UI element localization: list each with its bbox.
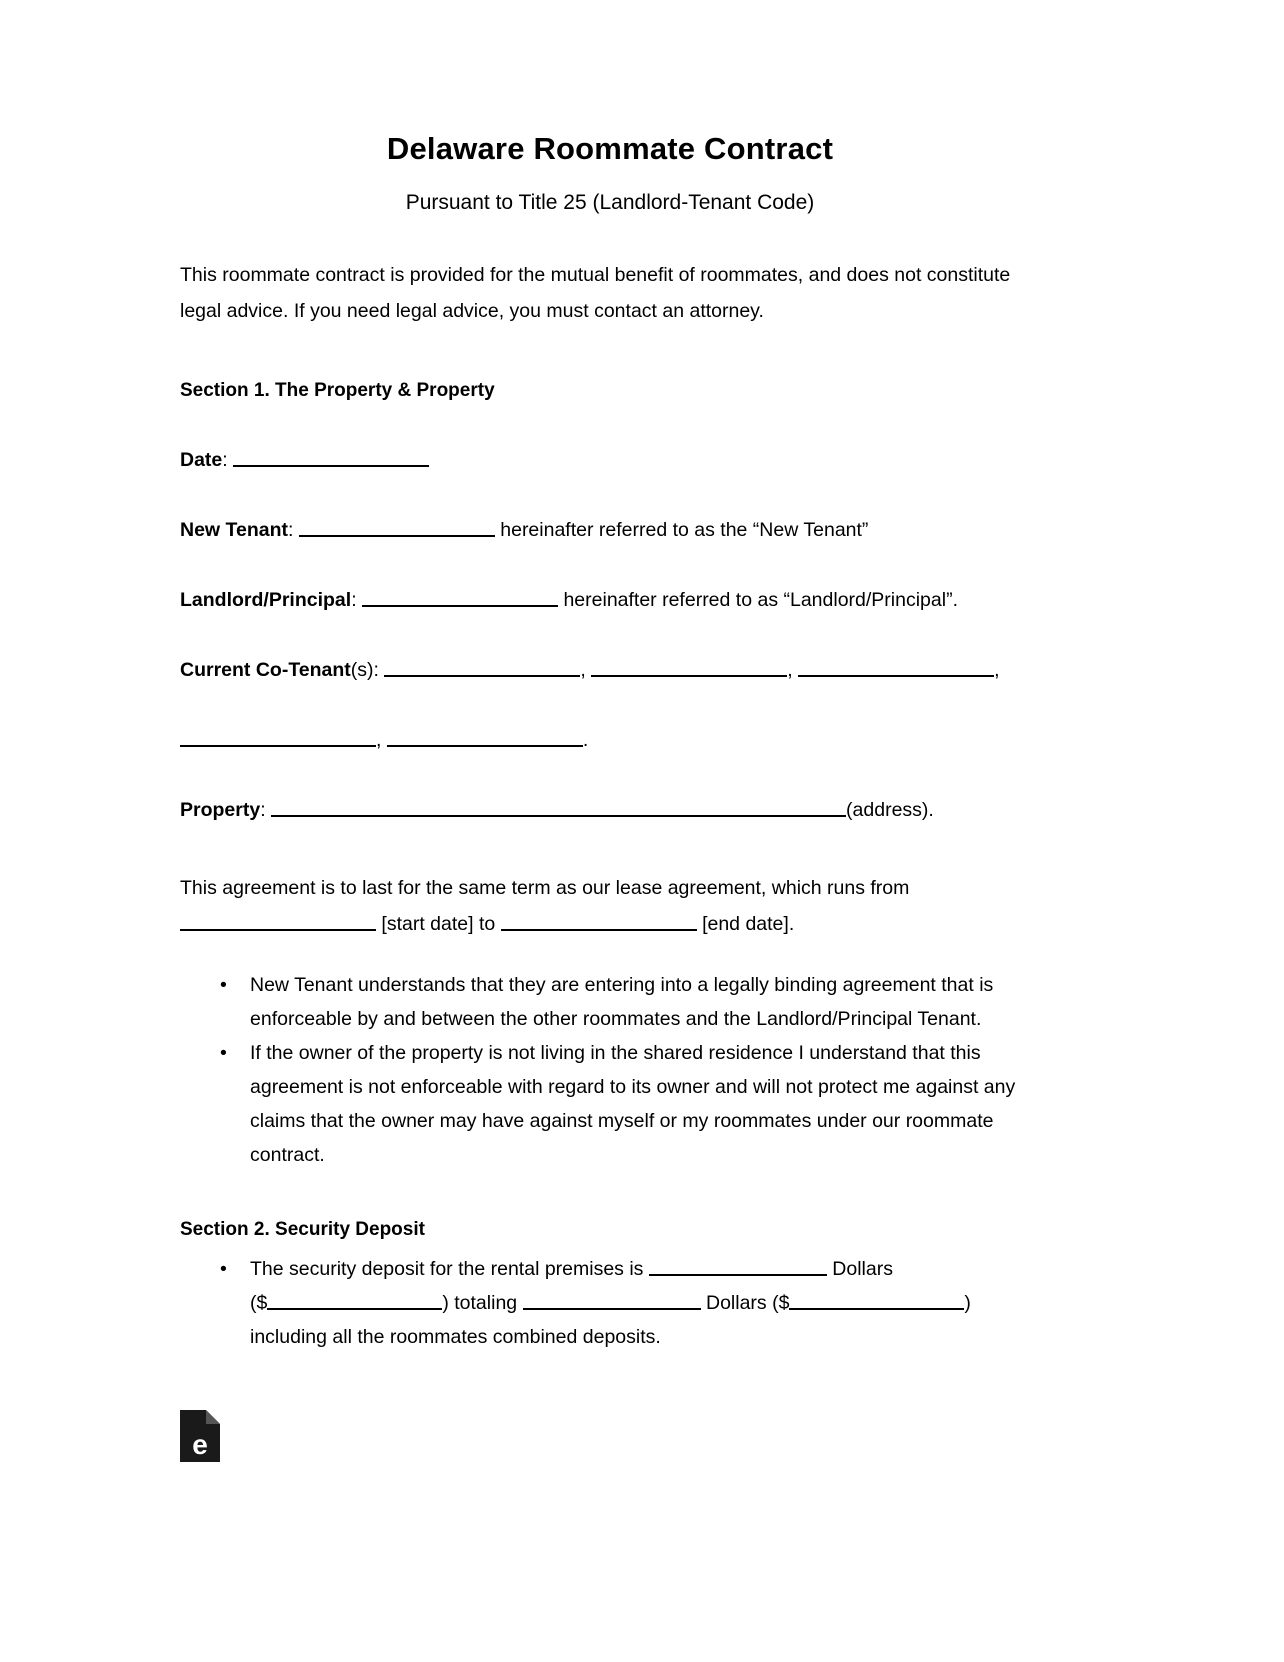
cotenant-sep-3: , [994,659,1000,682]
security-deposit-total-numeric-blank[interactable] [789,1291,964,1310]
list-item [180,968,1040,1036]
date-colon: : [222,449,228,472]
page-title: Delaware Roommate Contract [386,131,834,166]
new-tenant-suffix: hereinafter referred to as the “New Tenant” [500,519,869,542]
landlord-suffix: hereinafter referred to as “Landlord/Principal”. [563,589,958,612]
end-date-tag: [end date]. [702,913,795,936]
cotenant-blank-1[interactable] [384,658,580,677]
section-1-heading: Section 1. The Property & Property [180,380,495,402]
landlord-blank[interactable] [362,588,558,607]
list-item-text: If the owner of the property is not living in the shared residence I understand that this agreement is not enforceable with regard to its owner and will not protect me against any claims that the owner may have against myself or my roommates under our roommate contract. [250,1042,1016,1167]
property-field-row [180,794,1040,826]
section-2-bullet-list [180,1252,1040,1354]
cotenant-blank-4[interactable] [180,728,376,747]
cotenant-end: . [582,729,589,752]
security-deposit-dollars-2: Dollars ($ [705,1292,790,1315]
new-tenant-field-row [180,514,1040,546]
date-field-row [180,444,1040,476]
list-item-text: New Tenant understands that they are entering into a legally binding agreement that is enforceable by and between the other roommates and the Landlord/Principal Tenant. [250,974,994,1031]
security-deposit-close-paren-1: ) totaling [442,1292,518,1315]
cotenant-field-row-2 [180,724,1040,756]
cotenant-sep-2: , [787,659,793,682]
bullet-icon: • [220,974,227,997]
cotenant-label: Current Co-Tenant [180,659,351,682]
svg-text:e: e [192,1429,208,1460]
landlord-field-row [180,584,1040,616]
eforms-logo-icon [178,1408,222,1464]
property-suffix: (address). [846,799,934,822]
landlord-colon: : [351,589,357,612]
lease-term-text: This agreement is to last for the same term as our lease agreement, which runs from [180,877,910,900]
new-tenant-blank[interactable] [299,518,495,537]
cotenant-label-suffix: (s): [350,659,379,682]
security-deposit-amount-numeric-blank[interactable] [267,1291,442,1310]
security-deposit-text-last: including all the roommates combined deposits. [250,1326,661,1349]
new-tenant-label: New Tenant [180,519,288,542]
cotenant-blank-2[interactable] [591,658,787,677]
section-2-heading: Section 2. Security Deposit [180,1219,425,1241]
security-deposit-amount-words-blank[interactable] [649,1257,827,1276]
date-blank[interactable] [233,448,429,467]
page-subtitle: Pursuant to Title 25 (Landlord-Tenant Code) [405,191,815,215]
lease-term-paragraph [180,870,1040,942]
cotenant-sep-4: , [376,729,382,752]
property-label: Property [180,799,261,822]
security-deposit-dollars-1: Dollars [832,1258,893,1281]
bullet-icon: • [220,1258,227,1281]
start-date-blank[interactable] [180,912,376,931]
new-tenant-colon: : [287,519,294,542]
end-date-blank[interactable] [501,912,697,931]
security-deposit-text-1: The security deposit for the rental premises is [250,1258,644,1281]
cotenant-blank-3[interactable] [798,658,994,677]
cotenant-sep-1: , [580,659,586,682]
property-colon: : [260,799,266,822]
list-item [180,1036,1040,1172]
property-blank[interactable] [271,798,846,817]
security-deposit-open-paren-1: ($ [250,1292,268,1315]
cotenant-field-row-1 [180,654,1040,686]
start-date-tag: [start date] to [381,913,496,936]
section-1-bullet-list [180,968,1040,1172]
document-body [180,0,1040,1354]
list-item [180,1252,1040,1354]
security-deposit-total-words-blank[interactable] [523,1291,701,1310]
cotenant-blank-5[interactable] [387,728,583,747]
landlord-label: Landlord/Principal [180,589,352,612]
date-label: Date [180,449,223,472]
security-deposit-close-paren-2: ) [964,1292,971,1315]
bullet-icon: • [220,1042,227,1065]
intro-paragraph: This roommate contract is provided for the mutual benefit of roommates, and does not constitute legal advice. If you need legal advice, you must contact an attorney. [180,264,1011,323]
